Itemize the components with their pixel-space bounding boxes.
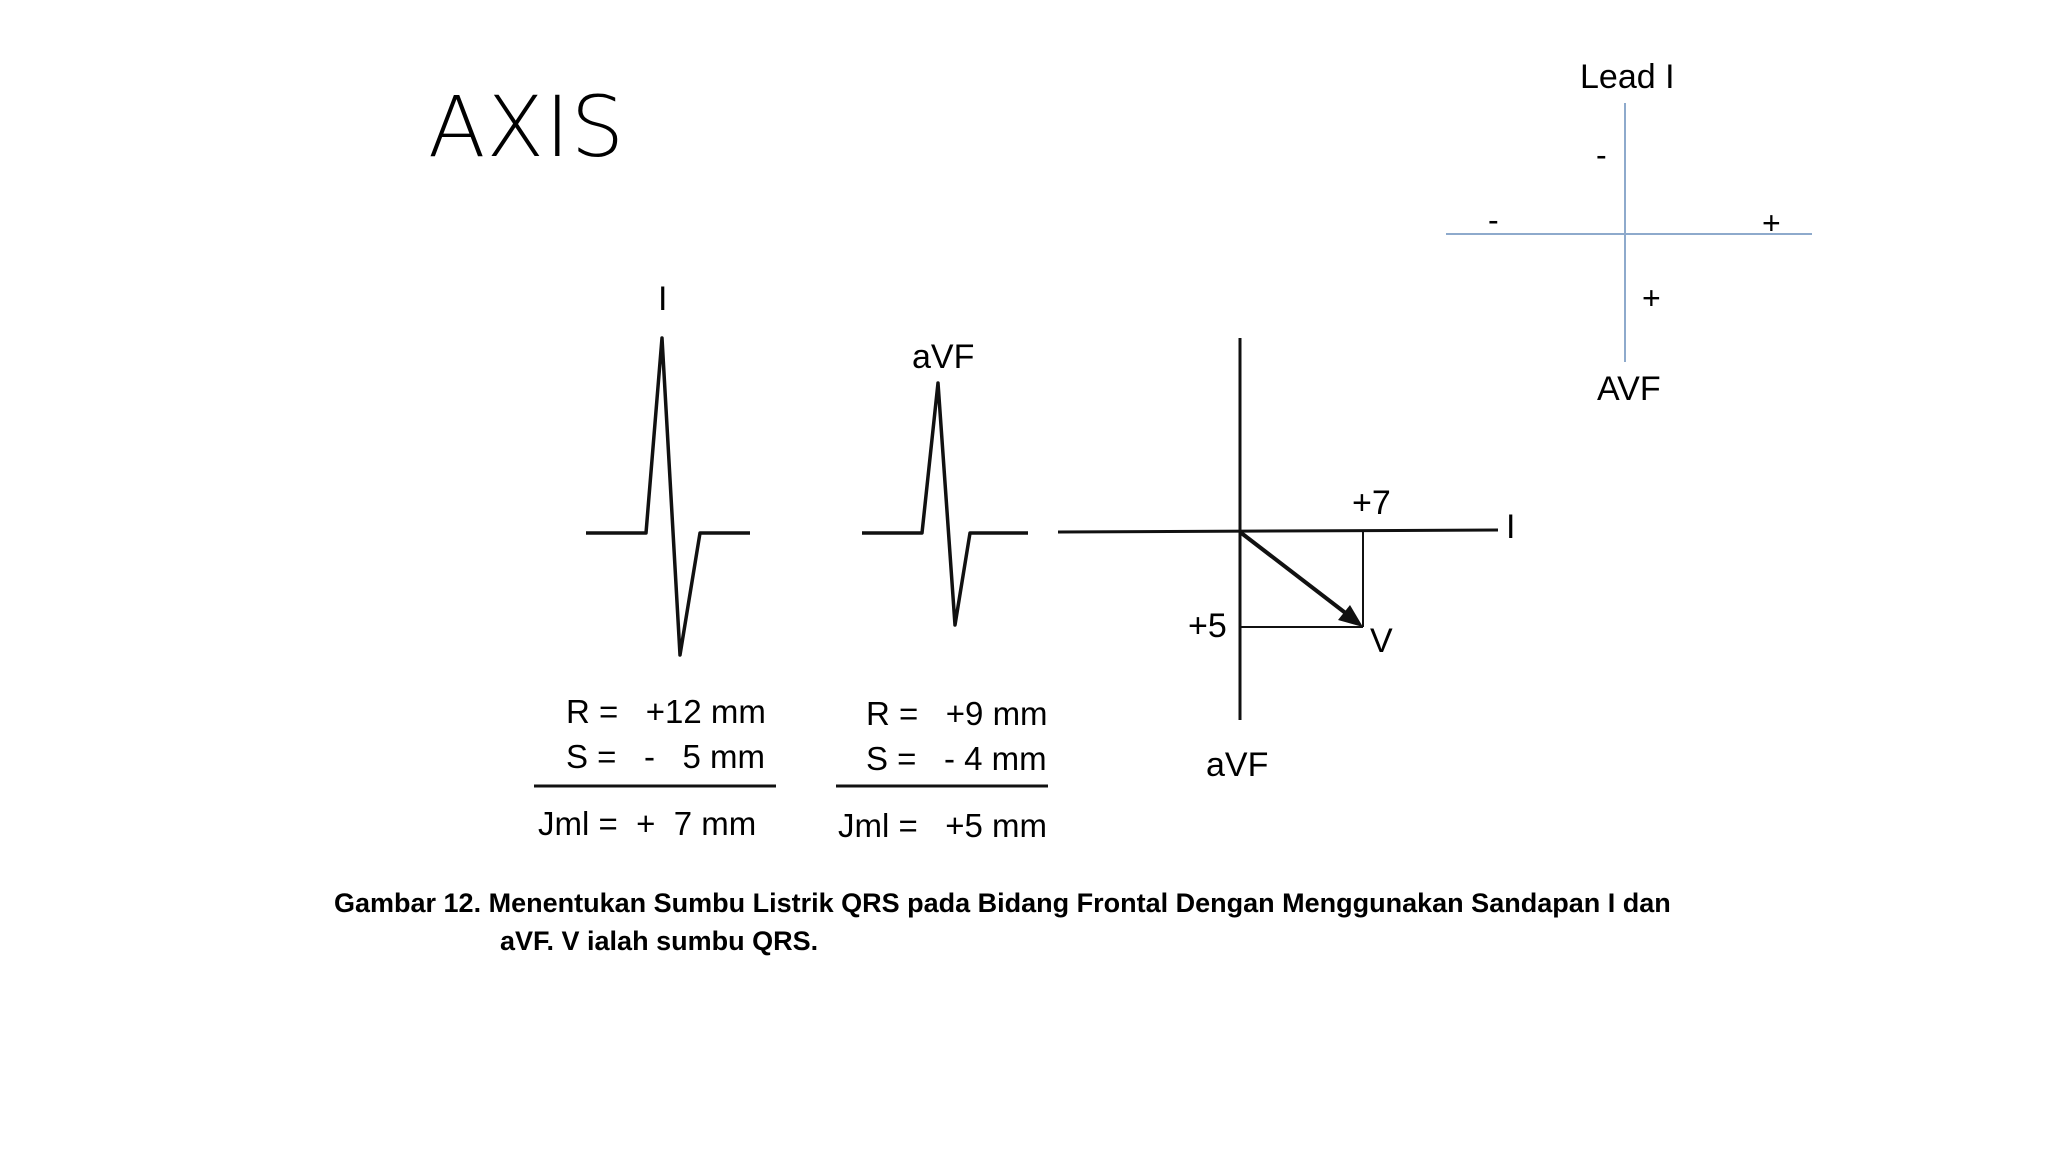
avf-sum: Jml = +5 mm [838,807,1048,844]
vector-plot-y-label: aVF [1206,746,1269,784]
caption-line-1: Menentukan Sumbu Listrik QRS pada Bidang Frontal Dengan Menggunakan Sandapan I dan [488,888,1671,918]
lead-i-s-amplitude: S = - 5 mm [566,738,765,775]
figure-caption [334,884,1734,960]
lead-i-waveform-label: I [658,280,668,318]
right-positive-sign: + [1762,205,1781,241]
caption-line-2: aVF. V ialah sumbu QRS. [500,926,819,956]
avf-s-amplitude: S = - 4 mm [866,740,1047,777]
vector-plot-x-label: I [1506,508,1516,546]
top-negative-sign: - [1596,137,1607,173]
lead-i-sum: Jml = + 7 mm [538,805,757,842]
avf-waveform-label: aVF [912,338,975,376]
bottom-positive-sign: + [1642,280,1661,316]
y-component-label: +5 [1188,607,1227,645]
avf-axis-label: AVF [1597,370,1661,408]
lead-i-r-amplitude: R = +12 mm [566,693,766,730]
x-component-label: +7 [1352,484,1391,522]
caption-figure-number: Gambar 12. [334,888,482,918]
lead-i-axis-label: Lead I [1580,58,1675,96]
vector-label: V [1370,622,1393,660]
vector-plot-horizontal-axis [1058,530,1498,532]
slide-title: AXIS [428,78,626,176]
lead-i-qrs-waveform [586,338,750,655]
avf-r-amplitude: R = +9 mm [866,695,1048,732]
left-negative-sign: - [1488,202,1499,238]
qrs-vector-arrow [1240,532,1352,618]
avf-qrs-waveform [862,383,1028,625]
